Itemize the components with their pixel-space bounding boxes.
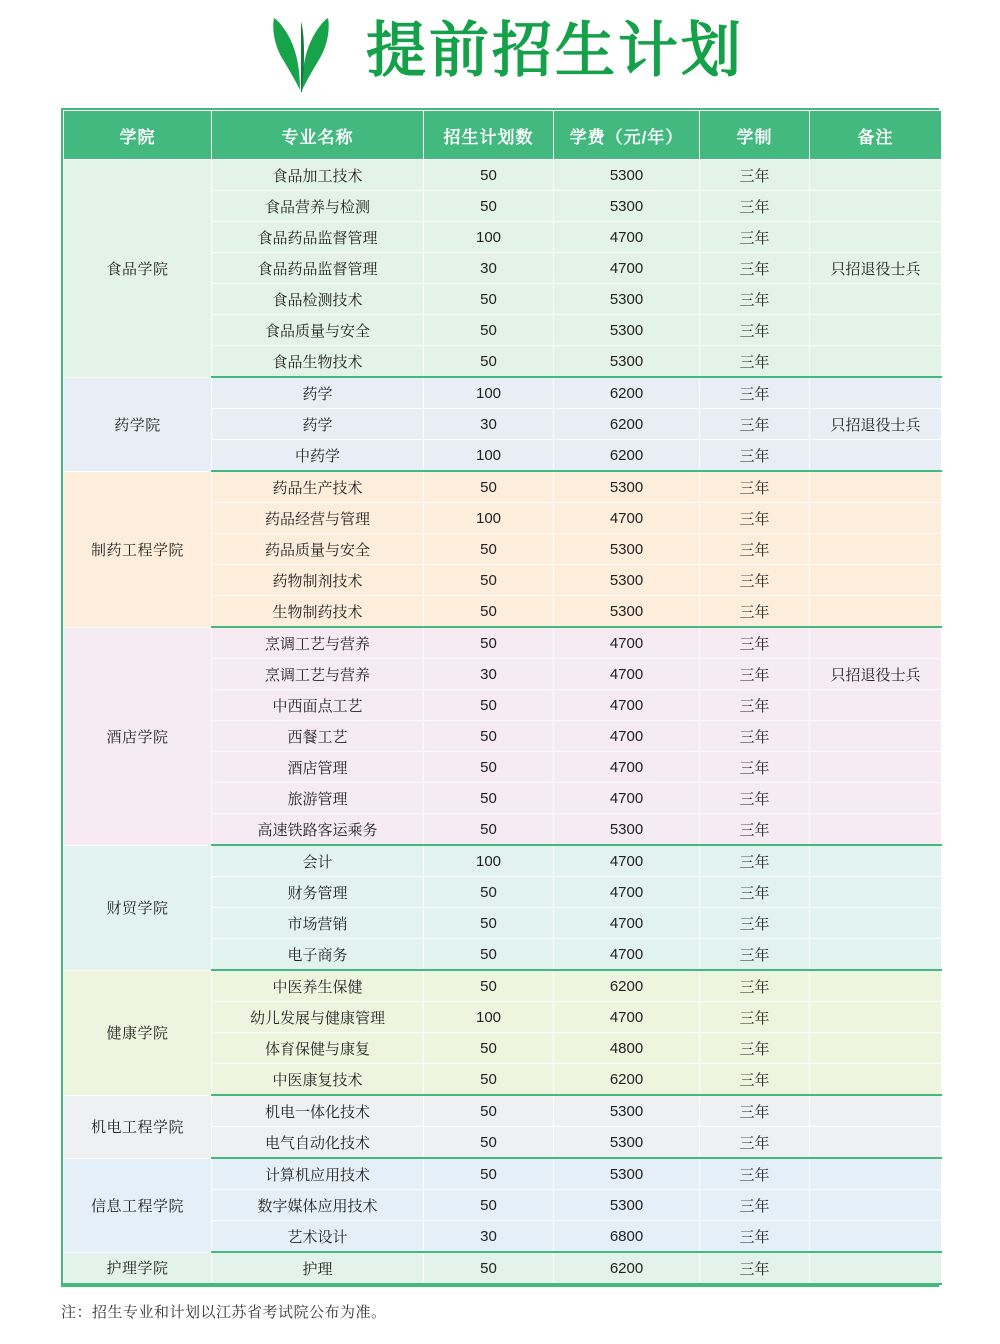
college-cell: 护理学院 <box>64 1252 212 1284</box>
table-body <box>64 160 942 1285</box>
admission-plan-table <box>63 110 942 1285</box>
note-cell <box>810 1002 942 1033</box>
duration-cell: 三年 <box>700 877 810 908</box>
column-header-major: 专业名称 <box>212 111 424 160</box>
note-cell <box>810 783 942 814</box>
tuition-cell: 4700 <box>554 877 700 908</box>
note-cell <box>810 377 942 409</box>
column-header-years: 学制 <box>700 111 810 160</box>
plan-count-cell: 100 <box>424 1002 554 1033</box>
tuition-cell: 5300 <box>554 1127 700 1159</box>
tuition-cell: 4700 <box>554 503 700 534</box>
page-header <box>0 0 1000 88</box>
duration-cell: 三年 <box>700 1158 810 1190</box>
duration-cell: 三年 <box>700 627 810 659</box>
note-cell <box>810 1127 942 1159</box>
table-row <box>64 627 942 659</box>
plan-count-cell: 100 <box>424 440 554 472</box>
plan-count-cell: 50 <box>424 284 554 315</box>
plan-count-cell: 50 <box>424 1252 554 1284</box>
plan-count-cell: 50 <box>424 877 554 908</box>
major-cell: 中药学 <box>212 440 424 472</box>
duration-cell: 三年 <box>700 659 810 690</box>
note-cell <box>810 565 942 596</box>
tuition-cell: 4700 <box>554 690 700 721</box>
major-cell: 食品检测技术 <box>212 284 424 315</box>
table-row <box>64 377 942 409</box>
table-header-row <box>64 111 942 160</box>
major-cell: 烹调工艺与营养 <box>212 627 424 659</box>
plan-count-cell: 50 <box>424 1158 554 1190</box>
leaf-icon <box>256 10 348 92</box>
major-cell: 中医养生保健 <box>212 970 424 1002</box>
note-cell <box>810 1221 942 1253</box>
plan-count-cell: 100 <box>424 222 554 253</box>
duration-cell: 三年 <box>700 970 810 1002</box>
duration-cell: 三年 <box>700 596 810 628</box>
duration-cell: 三年 <box>700 160 810 191</box>
plan-count-cell: 50 <box>424 752 554 783</box>
plan-count-cell: 50 <box>424 690 554 721</box>
duration-cell: 三年 <box>700 1064 810 1096</box>
major-cell: 会计 <box>212 845 424 877</box>
duration-cell: 三年 <box>700 783 810 814</box>
tuition-cell: 4700 <box>554 659 700 690</box>
plan-count-cell: 50 <box>424 1064 554 1096</box>
plan-count-cell: 50 <box>424 939 554 971</box>
plan-count-cell: 50 <box>424 627 554 659</box>
note-cell <box>810 970 942 1002</box>
note-cell <box>810 191 942 222</box>
plan-count-cell: 50 <box>424 1095 554 1127</box>
plan-count-cell: 50 <box>424 160 554 191</box>
note-cell <box>810 534 942 565</box>
note-cell <box>810 315 942 346</box>
tuition-cell: 5300 <box>554 160 700 191</box>
table-header <box>64 111 942 160</box>
note-cell <box>810 440 942 472</box>
tuition-cell: 4800 <box>554 1033 700 1064</box>
tuition-cell: 6800 <box>554 1221 700 1253</box>
plan-count-cell: 50 <box>424 1033 554 1064</box>
plan-count-cell: 50 <box>424 970 554 1002</box>
college-cell: 机电工程学院 <box>64 1095 212 1158</box>
major-cell: 药品经营与管理 <box>212 503 424 534</box>
duration-cell: 三年 <box>700 222 810 253</box>
major-cell: 药学 <box>212 409 424 440</box>
note-cell <box>810 596 942 628</box>
tuition-cell: 4700 <box>554 627 700 659</box>
plan-count-cell: 100 <box>424 845 554 877</box>
tuition-cell: 5300 <box>554 471 700 503</box>
note-cell <box>810 877 942 908</box>
tuition-cell: 5300 <box>554 565 700 596</box>
major-cell: 食品质量与安全 <box>212 315 424 346</box>
column-header-tuition: 学费（元/年） <box>554 111 700 160</box>
tuition-cell: 4700 <box>554 845 700 877</box>
table-row <box>64 1158 942 1190</box>
tuition-cell: 5300 <box>554 1158 700 1190</box>
duration-cell: 三年 <box>700 409 810 440</box>
note-cell <box>810 845 942 877</box>
duration-cell: 三年 <box>700 908 810 939</box>
tuition-cell: 4700 <box>554 783 700 814</box>
major-cell: 烹调工艺与营养 <box>212 659 424 690</box>
tuition-cell: 6200 <box>554 409 700 440</box>
major-cell: 艺术设计 <box>212 1221 424 1253</box>
major-cell: 高速铁路客运乘务 <box>212 814 424 846</box>
plan-count-cell: 100 <box>424 503 554 534</box>
tuition-cell: 5300 <box>554 1190 700 1221</box>
college-cell: 酒店学院 <box>64 627 212 845</box>
table-row <box>64 160 942 191</box>
note-cell: 只招退役士兵 <box>810 253 942 284</box>
major-cell: 护理 <box>212 1252 424 1284</box>
tuition-cell: 5300 <box>554 1095 700 1127</box>
major-cell: 酒店管理 <box>212 752 424 783</box>
note-cell: 只招退役士兵 <box>810 659 942 690</box>
note-cell <box>810 627 942 659</box>
college-cell: 药学院 <box>64 377 212 471</box>
major-cell: 计算机应用技术 <box>212 1158 424 1190</box>
column-header-college: 学院 <box>64 111 212 160</box>
plan-count-cell: 50 <box>424 191 554 222</box>
note-cell <box>810 690 942 721</box>
note-cell <box>810 908 942 939</box>
note-cell <box>810 721 942 752</box>
plan-count-cell: 50 <box>424 1127 554 1159</box>
table-row <box>64 970 942 1002</box>
tuition-cell: 5300 <box>554 596 700 628</box>
college-cell: 制药工程学院 <box>64 471 212 627</box>
college-cell: 食品学院 <box>64 160 212 378</box>
duration-cell: 三年 <box>700 471 810 503</box>
major-cell: 体育保健与康复 <box>212 1033 424 1064</box>
duration-cell: 三年 <box>700 503 810 534</box>
duration-cell: 三年 <box>700 721 810 752</box>
plan-count-cell: 50 <box>424 346 554 378</box>
duration-cell: 三年 <box>700 1190 810 1221</box>
note-cell <box>810 814 942 846</box>
duration-cell: 三年 <box>700 690 810 721</box>
note-cell <box>810 1095 942 1127</box>
plan-count-cell: 50 <box>424 315 554 346</box>
plan-count-cell: 30 <box>424 1221 554 1253</box>
major-cell: 旅游管理 <box>212 783 424 814</box>
duration-cell: 三年 <box>700 1095 810 1127</box>
major-cell: 食品生物技术 <box>212 346 424 378</box>
plan-count-cell: 50 <box>424 565 554 596</box>
note-cell <box>810 346 942 378</box>
tuition-cell: 5300 <box>554 284 700 315</box>
duration-cell: 三年 <box>700 346 810 378</box>
major-cell: 市场营销 <box>212 908 424 939</box>
table-row <box>64 471 942 503</box>
plan-count-cell: 50 <box>424 534 554 565</box>
note-cell <box>810 939 942 971</box>
note-cell <box>810 1158 942 1190</box>
note-cell <box>810 1033 942 1064</box>
duration-cell: 三年 <box>700 752 810 783</box>
tuition-cell: 5300 <box>554 814 700 846</box>
tuition-cell: 6200 <box>554 970 700 1002</box>
plan-count-cell: 30 <box>424 659 554 690</box>
tuition-cell: 5300 <box>554 534 700 565</box>
duration-cell: 三年 <box>700 1252 810 1284</box>
plan-count-cell: 50 <box>424 596 554 628</box>
tuition-cell: 4700 <box>554 222 700 253</box>
note-cell <box>810 1190 942 1221</box>
college-cell: 信息工程学院 <box>64 1158 212 1252</box>
major-cell: 机电一体化技术 <box>212 1095 424 1127</box>
plan-count-cell: 50 <box>424 814 554 846</box>
major-cell: 药学 <box>212 377 424 409</box>
note-cell <box>810 284 942 315</box>
major-cell: 电子商务 <box>212 939 424 971</box>
plan-count-cell: 50 <box>424 721 554 752</box>
note-cell <box>810 222 942 253</box>
duration-cell: 三年 <box>700 814 810 846</box>
column-header-note: 备注 <box>810 111 942 160</box>
major-cell: 食品加工技术 <box>212 160 424 191</box>
note-cell <box>810 1252 942 1284</box>
duration-cell: 三年 <box>700 1002 810 1033</box>
plan-count-cell: 50 <box>424 783 554 814</box>
table-row <box>64 845 942 877</box>
duration-cell: 三年 <box>700 377 810 409</box>
tuition-cell: 6200 <box>554 1252 700 1284</box>
duration-cell: 三年 <box>700 253 810 284</box>
duration-cell: 三年 <box>700 1221 810 1253</box>
column-header-plan: 招生计划数 <box>424 111 554 160</box>
note-cell: 只招退役士兵 <box>810 409 942 440</box>
major-cell: 食品药品监督管理 <box>212 253 424 284</box>
plan-count-cell: 50 <box>424 1190 554 1221</box>
tuition-cell: 6200 <box>554 1064 700 1096</box>
table-row <box>64 1095 942 1127</box>
major-cell: 药品质量与安全 <box>212 534 424 565</box>
major-cell: 西餐工艺 <box>212 721 424 752</box>
major-cell: 电气自动化技术 <box>212 1127 424 1159</box>
note-cell <box>810 752 942 783</box>
tuition-cell: 5300 <box>554 315 700 346</box>
college-cell: 财贸学院 <box>64 845 212 970</box>
major-cell: 财务管理 <box>212 877 424 908</box>
duration-cell: 三年 <box>700 315 810 346</box>
major-cell: 药品生产技术 <box>212 471 424 503</box>
tuition-cell: 5300 <box>554 191 700 222</box>
duration-cell: 三年 <box>700 845 810 877</box>
note-cell <box>810 160 942 191</box>
major-cell: 数字媒体应用技术 <box>212 1190 424 1221</box>
note-cell <box>810 503 942 534</box>
admission-plan-table-wrap <box>61 108 939 1287</box>
major-cell: 食品营养与检测 <box>212 191 424 222</box>
duration-cell: 三年 <box>700 565 810 596</box>
tuition-cell: 4700 <box>554 721 700 752</box>
table-row <box>64 1252 942 1284</box>
major-cell: 中医康复技术 <box>212 1064 424 1096</box>
duration-cell: 三年 <box>700 939 810 971</box>
plan-count-cell: 30 <box>424 409 554 440</box>
tuition-cell: 4700 <box>554 752 700 783</box>
duration-cell: 三年 <box>700 284 810 315</box>
tuition-cell: 6200 <box>554 440 700 472</box>
note-cell <box>810 471 942 503</box>
major-cell: 食品药品监督管理 <box>212 222 424 253</box>
duration-cell: 三年 <box>700 534 810 565</box>
tuition-cell: 5300 <box>554 346 700 378</box>
tuition-cell: 6200 <box>554 377 700 409</box>
duration-cell: 三年 <box>700 191 810 222</box>
college-cell: 健康学院 <box>64 970 212 1095</box>
major-cell: 幼儿发展与健康管理 <box>212 1002 424 1033</box>
tuition-cell: 4700 <box>554 939 700 971</box>
duration-cell: 三年 <box>700 1033 810 1064</box>
note-cell <box>810 1064 942 1096</box>
tuition-cell: 4700 <box>554 908 700 939</box>
major-cell: 生物制药技术 <box>212 596 424 628</box>
major-cell: 药物制剂技术 <box>212 565 424 596</box>
major-cell: 中西面点工艺 <box>212 690 424 721</box>
plan-count-cell: 100 <box>424 377 554 409</box>
plan-count-cell: 30 <box>424 253 554 284</box>
tuition-cell: 4700 <box>554 1002 700 1033</box>
page-title: 提前招生计划 <box>366 16 744 86</box>
footnote: 注：招生专业和计划以江苏省考试院公布为准。 <box>61 1304 387 1321</box>
table-frame <box>61 108 939 1287</box>
duration-cell: 三年 <box>700 1127 810 1159</box>
plan-count-cell: 50 <box>424 908 554 939</box>
plan-count-cell: 50 <box>424 471 554 503</box>
tuition-cell: 4700 <box>554 253 700 284</box>
duration-cell: 三年 <box>700 440 810 472</box>
